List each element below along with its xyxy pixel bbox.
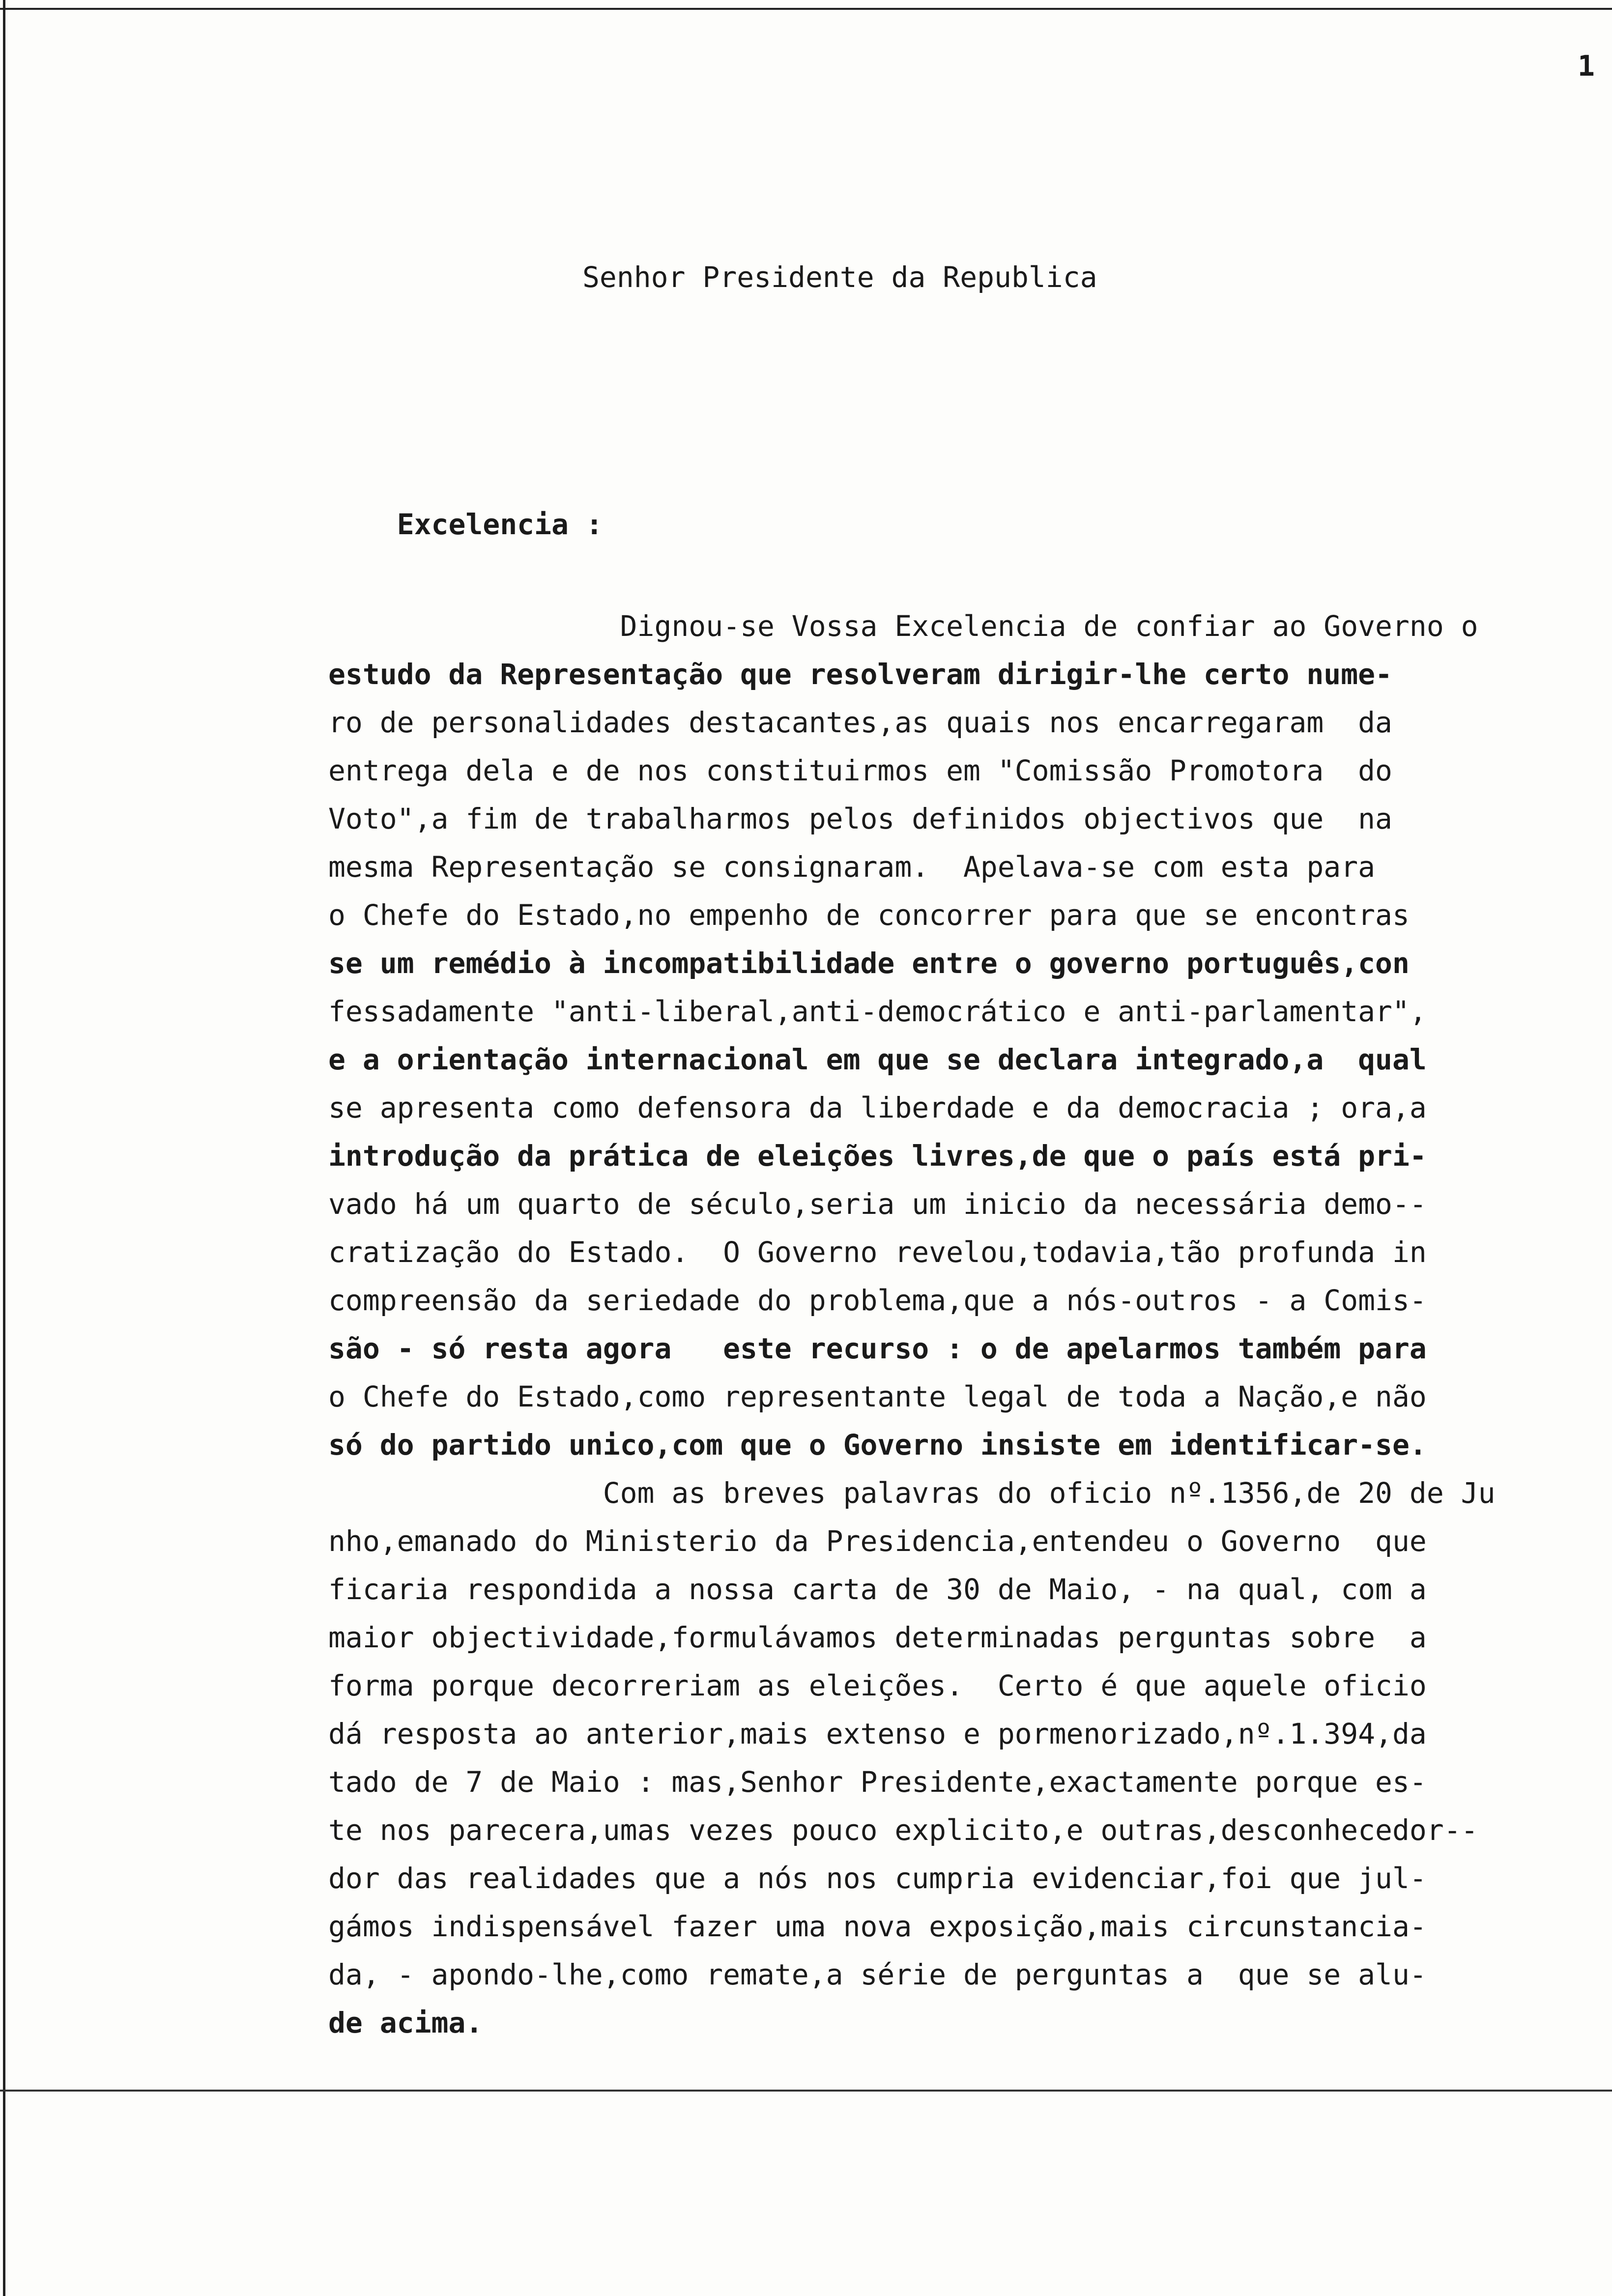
body-line: tado de 7 de Maio : mas,Senhor Presidente,exactamente porque es- (328, 1765, 1427, 1799)
body-line: fessadamente "anti-liberal,anti-democrático e anti-parlamentar", (328, 995, 1427, 1028)
scan-left-edge (3, 0, 5, 2296)
page-number: 1 (1578, 49, 1595, 83)
scan-fold-line (0, 2090, 1612, 2092)
body-line: só do partido unico,com que o Governo insiste em identificar-se. (328, 1428, 1427, 1462)
body-line: te nos parecera,umas vezes pouco explicito,e outras,desconhecedor-- (328, 1813, 1478, 1847)
body-line: mesma Representação se consignaram. Apelava-se com esta para (328, 850, 1376, 884)
body-line: ficaria respondida a nossa carta de 30 de Maio, - na qual, com a (328, 1573, 1427, 1606)
body-line: se apresenta como defensora da liberdade e da democracia ; ora,a (328, 1091, 1427, 1124)
body-line: se um remédio à incompatibilidade entre o governo português,con (328, 947, 1410, 980)
body-line: Voto",a fim de trabalharmos pelos definidos objectivos que na (328, 802, 1392, 835)
body-line: vado há um quarto de século,seria um inicio da necessária demo-- (328, 1187, 1427, 1221)
addressee-heading: Senhor Presidente da Republica (582, 260, 1097, 294)
body-line: gámos indispensável fazer uma nova exposição,mais circunstancia- (328, 1910, 1427, 1943)
body-line: da, - apondo-lhe,como remate,a série de perguntas a que se alu- (328, 1958, 1427, 1991)
letter-body (328, 602, 1542, 2047)
scan-top-edge (0, 8, 1612, 10)
body-line: o Chefe do Estado,no empenho de concorrer para que se encontras (328, 898, 1410, 932)
body-line: maior objectividade,formulávamos determinadas perguntas sobre a (328, 1621, 1427, 1654)
body-line: Com as breves palavras do oficio nº.1356,de 20 de Ju (328, 1476, 1496, 1510)
salutation-text: Excelencia : (397, 508, 603, 541)
body-line: cratização do Estado. O Governo revelou,todavia,tão profunda in (328, 1235, 1427, 1269)
body-line: nho,emanado do Ministerio da Presidencia,entendeu o Governo que (328, 1524, 1427, 1558)
body-line: e a orientação internacional em que se declara integrado,a qual (328, 1043, 1427, 1076)
body-line: dor das realidades que a nós nos cumpria evidenciar,foi que jul- (328, 1862, 1427, 1895)
body-line: estudo da Representação que resolveram dirigir-lhe certo nume- (328, 658, 1392, 691)
body-line: compreensão da seriedade do problema,que a nós-outros - a Comis- (328, 1284, 1427, 1317)
body-line: Dignou-se Vossa Excelencia de confiar ao Governo o (328, 609, 1478, 643)
body-line: forma porque decorreriam as eleições. Certo é que aquele oficio (328, 1669, 1427, 1702)
body-line: introdução da prática de eleições livres,de que o país está pri- (328, 1139, 1427, 1173)
body-line: o Chefe do Estado,como representante legal de toda a Nação,e não (328, 1380, 1427, 1413)
body-line: ro de personalidades destacantes,as quais nos encarregaram da (328, 706, 1392, 739)
salutation (328, 474, 603, 574)
body-line: são - só resta agora este recurso : o de apelarmos também para (328, 1332, 1427, 1365)
body-line: de acima. (328, 2006, 483, 2039)
body-line: entrega dela e de nos constituirmos em "Comissão Promotora do (328, 754, 1392, 787)
body-line: dá resposta ao anterior,mais extenso e pormenorizado,nº.1.394,da (328, 1717, 1427, 1751)
